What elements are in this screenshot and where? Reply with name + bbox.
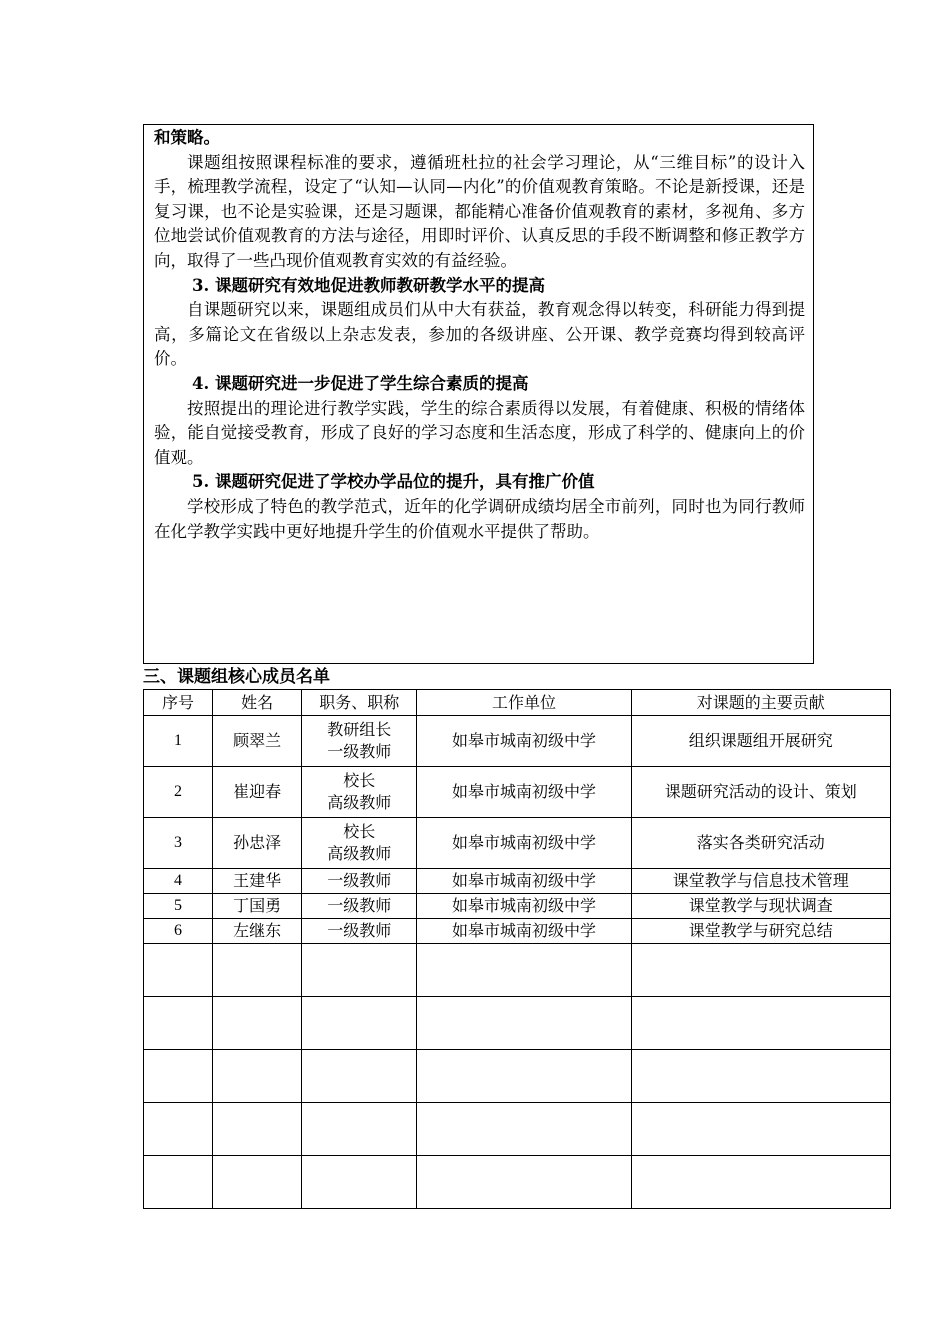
cell-contribution: 落实各类研究活动 <box>631 818 890 869</box>
cell-title: 一级教师 <box>302 919 417 944</box>
cell-no: 5 <box>144 894 213 919</box>
cell-no: 1 <box>144 716 213 767</box>
empty-cell <box>417 997 631 1050</box>
paragraph-school-level: 学校形成了特色的教学范式，近年的化学调研成绩均居全市前列，同时也为同行教师在化学教学实践中更好地提升学生的价值观水平提供了帮助。 <box>154 496 805 541</box>
cell-name: 左继东 <box>213 919 302 944</box>
title-line: 校长 <box>343 771 376 790</box>
table-row <box>144 818 891 869</box>
cell-title: 一级教师 <box>302 894 417 919</box>
paragraph-continuation: 和策略。 <box>154 128 220 147</box>
header-contribution: 对课题的主要贡献 <box>631 690 890 716</box>
empty-cell <box>417 944 631 997</box>
table-row <box>144 716 891 767</box>
cell-name: 王建华 <box>213 869 302 894</box>
cell-no: 2 <box>144 767 213 818</box>
heading-3: 3. 课题研究有效地促进教师教研教学水平的提高 <box>192 275 545 295</box>
cell-contribution: 课堂教学与信息技术管理 <box>631 869 890 894</box>
paragraph-teacher-growth: 自课题研究以来，课题组成员们从中大有获益，教育观念得以转变，科研能力得到提高，多篇论文在省级以上杂志发表，参加的各级讲座、公开课、教学竞赛均得到较高评价。 <box>154 300 805 369</box>
header-name: 姓名 <box>213 690 302 716</box>
empty-cell <box>144 944 213 997</box>
empty-cell <box>302 1103 417 1156</box>
cell-unit: 如皋市城南初级中学 <box>417 818 631 869</box>
empty-cell <box>631 1050 890 1103</box>
cell-unit: 如皋市城南初级中学 <box>417 767 631 818</box>
empty-cell <box>213 1156 302 1209</box>
empty-cell <box>631 997 890 1050</box>
empty-cell <box>302 944 417 997</box>
empty-cell <box>213 1103 302 1156</box>
header-no: 序号 <box>144 690 213 716</box>
heading-4: 4. 课题研究进一步促进了学生综合素质的提高 <box>192 373 529 393</box>
empty-row <box>144 944 891 997</box>
cell-name: 孙忠泽 <box>213 818 302 869</box>
cell-name: 崔迎春 <box>213 767 302 818</box>
empty-cell <box>631 1103 890 1156</box>
title-line: 高级教师 <box>327 844 392 863</box>
title-line: 高级教师 <box>327 793 392 812</box>
title-line: 一级教师 <box>327 742 392 761</box>
empty-cell <box>631 1156 890 1209</box>
members-table <box>143 689 891 1209</box>
paragraph-strategy: 课题组按照课程标准的要求，遵循班杜拉的社会学习理论，从“三维目标”的设计入手，梳理教学流程，设定了“认知—认同—内化”的价值观教育策略。不论是新授课，还是复习课，也不论是实验课，还是习题课，都能精心准备价值观教育的素材，多视角、多方位地尝试价值观教育的方法与途径，用即时评价、认真反思的手段不断调整和修正教学方向，取得了一些凸现价值观教育实效的有益经验。 <box>154 152 805 270</box>
heading-5: 5. 课题研究促进了学校办学品位的提升，具有推广价值 <box>192 472 595 492</box>
title-line: 校长 <box>343 822 376 841</box>
empty-cell <box>631 944 890 997</box>
header-unit: 工作单位 <box>417 690 631 716</box>
cell-title <box>302 767 417 818</box>
cell-contribution: 课堂教学与研究总结 <box>631 919 890 944</box>
cell-unit: 如皋市城南初级中学 <box>417 716 631 767</box>
cell-no: 3 <box>144 818 213 869</box>
conclusion-text-box <box>143 124 814 664</box>
cell-no: 4 <box>144 869 213 894</box>
empty-cell <box>144 1156 213 1209</box>
cell-title: 一级教师 <box>302 869 417 894</box>
cell-name: 顾翠兰 <box>213 716 302 767</box>
empty-cell <box>417 1156 631 1209</box>
cell-contribution: 课题研究活动的设计、策划 <box>631 767 890 818</box>
cell-contribution: 课堂教学与现状调查 <box>631 894 890 919</box>
empty-cell <box>144 997 213 1050</box>
table-row <box>144 869 891 894</box>
empty-row <box>144 1050 891 1103</box>
empty-cell <box>417 1103 631 1156</box>
empty-cell <box>144 1050 213 1103</box>
empty-cell <box>302 1156 417 1209</box>
paragraph-student-quality: 按照提出的理论进行教学实践，学生的综合素质得以发展，有着健康、积极的情绪体验，能自觉接受教育，形成了良好的学习态度和生活态度，形成了科学的、健康向上的价值观。 <box>154 398 805 467</box>
table-header-row <box>144 690 891 716</box>
empty-row <box>144 1156 891 1209</box>
table-row <box>144 767 891 818</box>
title-line: 教研组长 <box>327 720 392 739</box>
cell-unit: 如皋市城南初级中学 <box>417 919 631 944</box>
table-row <box>144 894 891 919</box>
empty-cell <box>213 997 302 1050</box>
table-row <box>144 919 891 944</box>
cell-no: 6 <box>144 919 213 944</box>
cell-unit: 如皋市城南初级中学 <box>417 894 631 919</box>
empty-cell <box>417 1050 631 1103</box>
empty-row <box>144 997 891 1050</box>
empty-row <box>144 1103 891 1156</box>
cell-unit: 如皋市城南初级中学 <box>417 869 631 894</box>
section-title: 三、课题组核心成员名单 <box>143 667 330 687</box>
cell-name: 丁国勇 <box>213 894 302 919</box>
header-title: 职务、职称 <box>302 690 417 716</box>
cell-title <box>302 818 417 869</box>
empty-cell <box>144 1103 213 1156</box>
cell-contribution: 组织课题组开展研究 <box>631 716 890 767</box>
empty-cell <box>213 944 302 997</box>
empty-cell <box>213 1050 302 1103</box>
empty-cell <box>302 997 417 1050</box>
empty-cell <box>302 1050 417 1103</box>
cell-title <box>302 716 417 767</box>
